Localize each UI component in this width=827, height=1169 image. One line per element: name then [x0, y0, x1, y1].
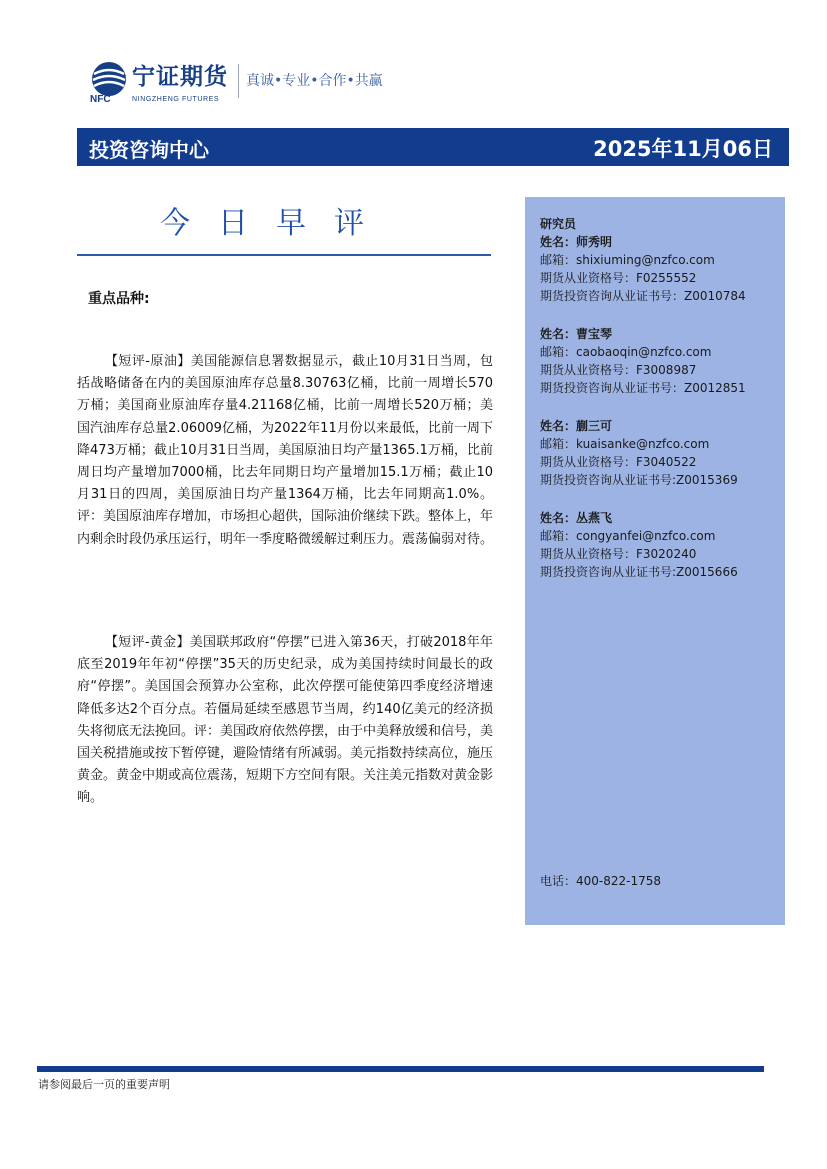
logo-english-name: NINGZHENG FUTURES — [132, 96, 220, 103]
researcher-certificate: 期货投资咨询从业证书号：Z0010784 — [540, 289, 746, 303]
company-logo — [88, 58, 238, 106]
company-slogan: 真诚•专业•合作•共赢 — [246, 73, 383, 89]
researcher-name: 姓名：师秀明 — [540, 235, 613, 249]
researcher-email: 邮箱：kuaisanke@nzfco.com — [540, 437, 710, 451]
spacer — [540, 397, 780, 417]
title-underline — [77, 254, 491, 256]
contact-phone: 电话：400-822-1758 — [540, 874, 662, 888]
researcher-qualification: 期货从业资格号：F3040522 — [540, 455, 697, 469]
footer-rule — [37, 1066, 764, 1072]
researcher-email: 邮箱：shixiuming@nzfco.com — [540, 253, 715, 267]
researcher-certificate: 期货投资咨询从业证书号：Z0012851 — [540, 381, 746, 395]
key-varieties-heading: 重点品种: — [88, 291, 150, 307]
header-banner — [77, 128, 789, 166]
report-title: 今日早评 — [160, 206, 392, 241]
department-name: 投资咨询中心 — [89, 138, 209, 162]
researcher-card — [540, 417, 780, 489]
crude-oil-comment: 【短评-原油】美国能源信息署数据显示，截止10月31日当周，包括战略储备在内的美国原油库存总量8.30763亿桶，比前一周增长570万桶；美国商业原油库存量4.21168亿桶，比前一周增长520万桶；美国汽油库存总量2.06009亿桶，为2022年11月份以来最低，比前一周下降473万桶；截止10月31日当周，美国原油日均产量1365.1万桶，比前周日均产量增加7000桶，比去年同期日均产量增加15.1万桶；截止10月31日的四周，美国原油日均产量1364万桶，比去年同期高1.0%。评：美国原油库存增加，市场担心超供，国际油价继续下跌。整体上，年内剩余时段仍承压运行，明年一季度略微缓解过剩压力。震荡偏弱对待。 — [77, 354, 494, 547]
footer-disclaimer: 请参阅最后一页的重要声明 — [38, 1078, 170, 1091]
logo-abbreviation: NFC — [90, 94, 111, 105]
researcher-name: 姓名：丛燕飞 — [540, 511, 613, 525]
logo-chinese-name: 宁证期货 — [132, 63, 228, 90]
researcher-qualification: 期货从业资格号：F3020240 — [540, 547, 697, 561]
researcher-name: 姓名：曹宝琴 — [540, 327, 613, 341]
researcher-certificate: 期货投资咨询从业证书号:Z0015369 — [540, 473, 738, 487]
researcher-card — [540, 233, 780, 305]
researcher-name: 姓名：蒯三可 — [540, 419, 613, 433]
researcher-card — [540, 509, 780, 581]
spacer — [540, 489, 780, 509]
researcher-email: 邮箱：congyanfei@nzfco.com — [540, 529, 716, 543]
researcher-sidebar — [525, 197, 785, 925]
spacer — [540, 305, 780, 325]
researcher-certificate: 期货投资咨询从业证书号:Z0015666 — [540, 565, 738, 579]
gold-comment: 【短评-黄金】美国联邦政府“停摆”已进入第36天，打破2018年年底至2019年年初“停摆”35天的历史纪录，成为美国持续时间最长的政府“停摆”。美国国会预算办公室称，此次停摆可能使第四季度经济增速降低多达2个百分点。若僵局延续至感恩节当周，约140亿美元的经济损失将彻底无法挽回。评：美国政府依然停摆，由于中美释放缓和信号，美国关税措施或按下暂停键，避险情绪有所减弱。美元指数持续高位，施压黄金。黄金中期或高位震荡，短期下方空间有限。关注美元指数对黄金影响。 — [77, 635, 494, 806]
researcher-qualification: 期货从业资格号：F3008987 — [540, 363, 697, 377]
researcher-email: 邮箱：caobaoqin@nzfco.com — [540, 345, 712, 359]
nfc-globe-icon — [88, 60, 130, 98]
researcher-card — [540, 325, 780, 397]
report-date: 2025年11月06日 — [593, 137, 773, 161]
header-divider — [238, 64, 239, 98]
researcher-heading: 研究员 — [540, 217, 577, 231]
researcher-qualification: 期货从业资格号：F0255552 — [540, 271, 697, 285]
